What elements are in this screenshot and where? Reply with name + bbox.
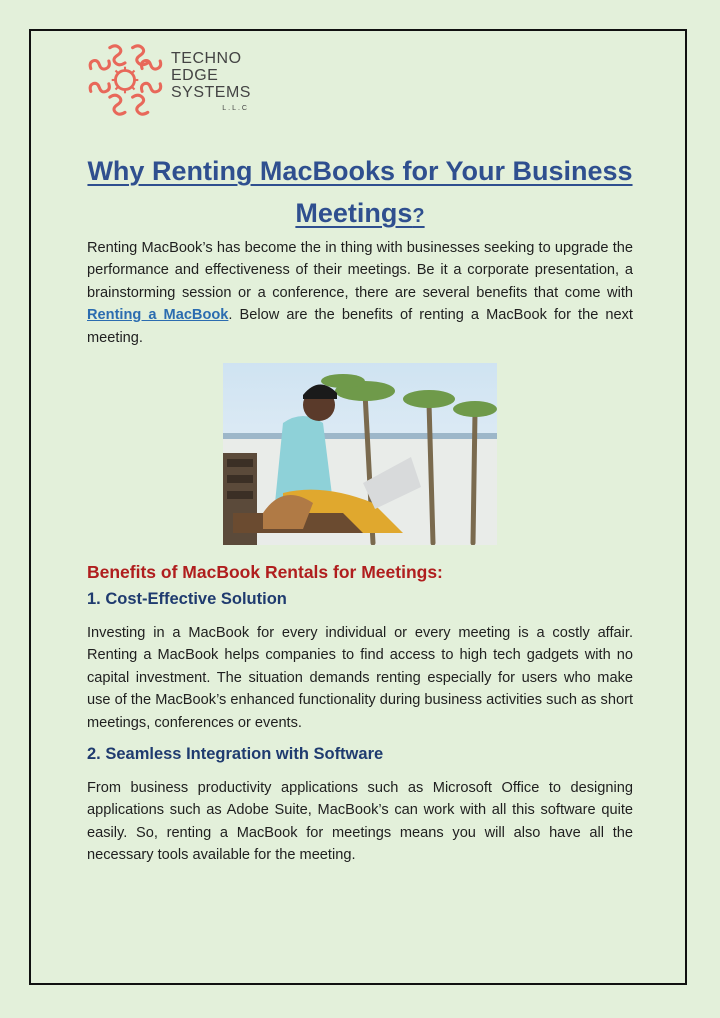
article-title	[87, 150, 633, 237]
section1-heading: 1. Cost-Effective Solution	[87, 590, 287, 609]
logo-mark-icon	[87, 42, 163, 118]
logo-line-edge: EDGE	[171, 67, 219, 84]
logo-line-llc: L.L.C	[222, 105, 249, 112]
renting-macbook-link[interactable]: Renting a MacBook	[87, 307, 229, 324]
macbook-user-photo	[223, 363, 497, 545]
logo-line-systems: SYSTEMS	[171, 84, 251, 101]
section1-body: Investing in a MacBook for every individual or every meeting is a costly affair. Renting a MacBook helps companies to find access to high tech gadgets with no capital investment. The situation demands renting especially for users who make use of the MacBook’s enhanced functionality during business activities such as short meetings, conferences or events.	[87, 625, 633, 731]
logo-line-techno: TECHNO	[171, 50, 242, 67]
intro-text-start: Renting MacBook’s has become the in thing with businesses seeking to upgrade the performance and effectiveness of their meetings. Be it a corporate presentation, a brainstorming session or a conference, there are several benefits that come with	[87, 240, 633, 301]
benefits-heading: Benefits of MacBook Rentals for Meetings:	[87, 562, 443, 583]
article-body	[87, 150, 633, 867]
intro-paragraph	[87, 237, 633, 349]
article-title-text: Why Renting MacBooks for Your Business Meetings	[87, 156, 633, 228]
section2-heading: 2. Seamless Integration with Software	[87, 745, 384, 764]
company-logo	[87, 42, 251, 118]
logo-wordmark	[171, 50, 251, 113]
intro-text-end: . Below are the benefits of renting a MacBook for the next meeting.	[87, 307, 633, 346]
article-title-question-mark: ?	[412, 205, 425, 227]
section2-body: From business productivity applications such as Microsoft Office to designing applications such as Adobe Suite, MacBook’s can work with all this software quite easily. So, renting a MacBook for meetings means you will also have all the necessary tools available for the meeting.	[87, 780, 633, 864]
